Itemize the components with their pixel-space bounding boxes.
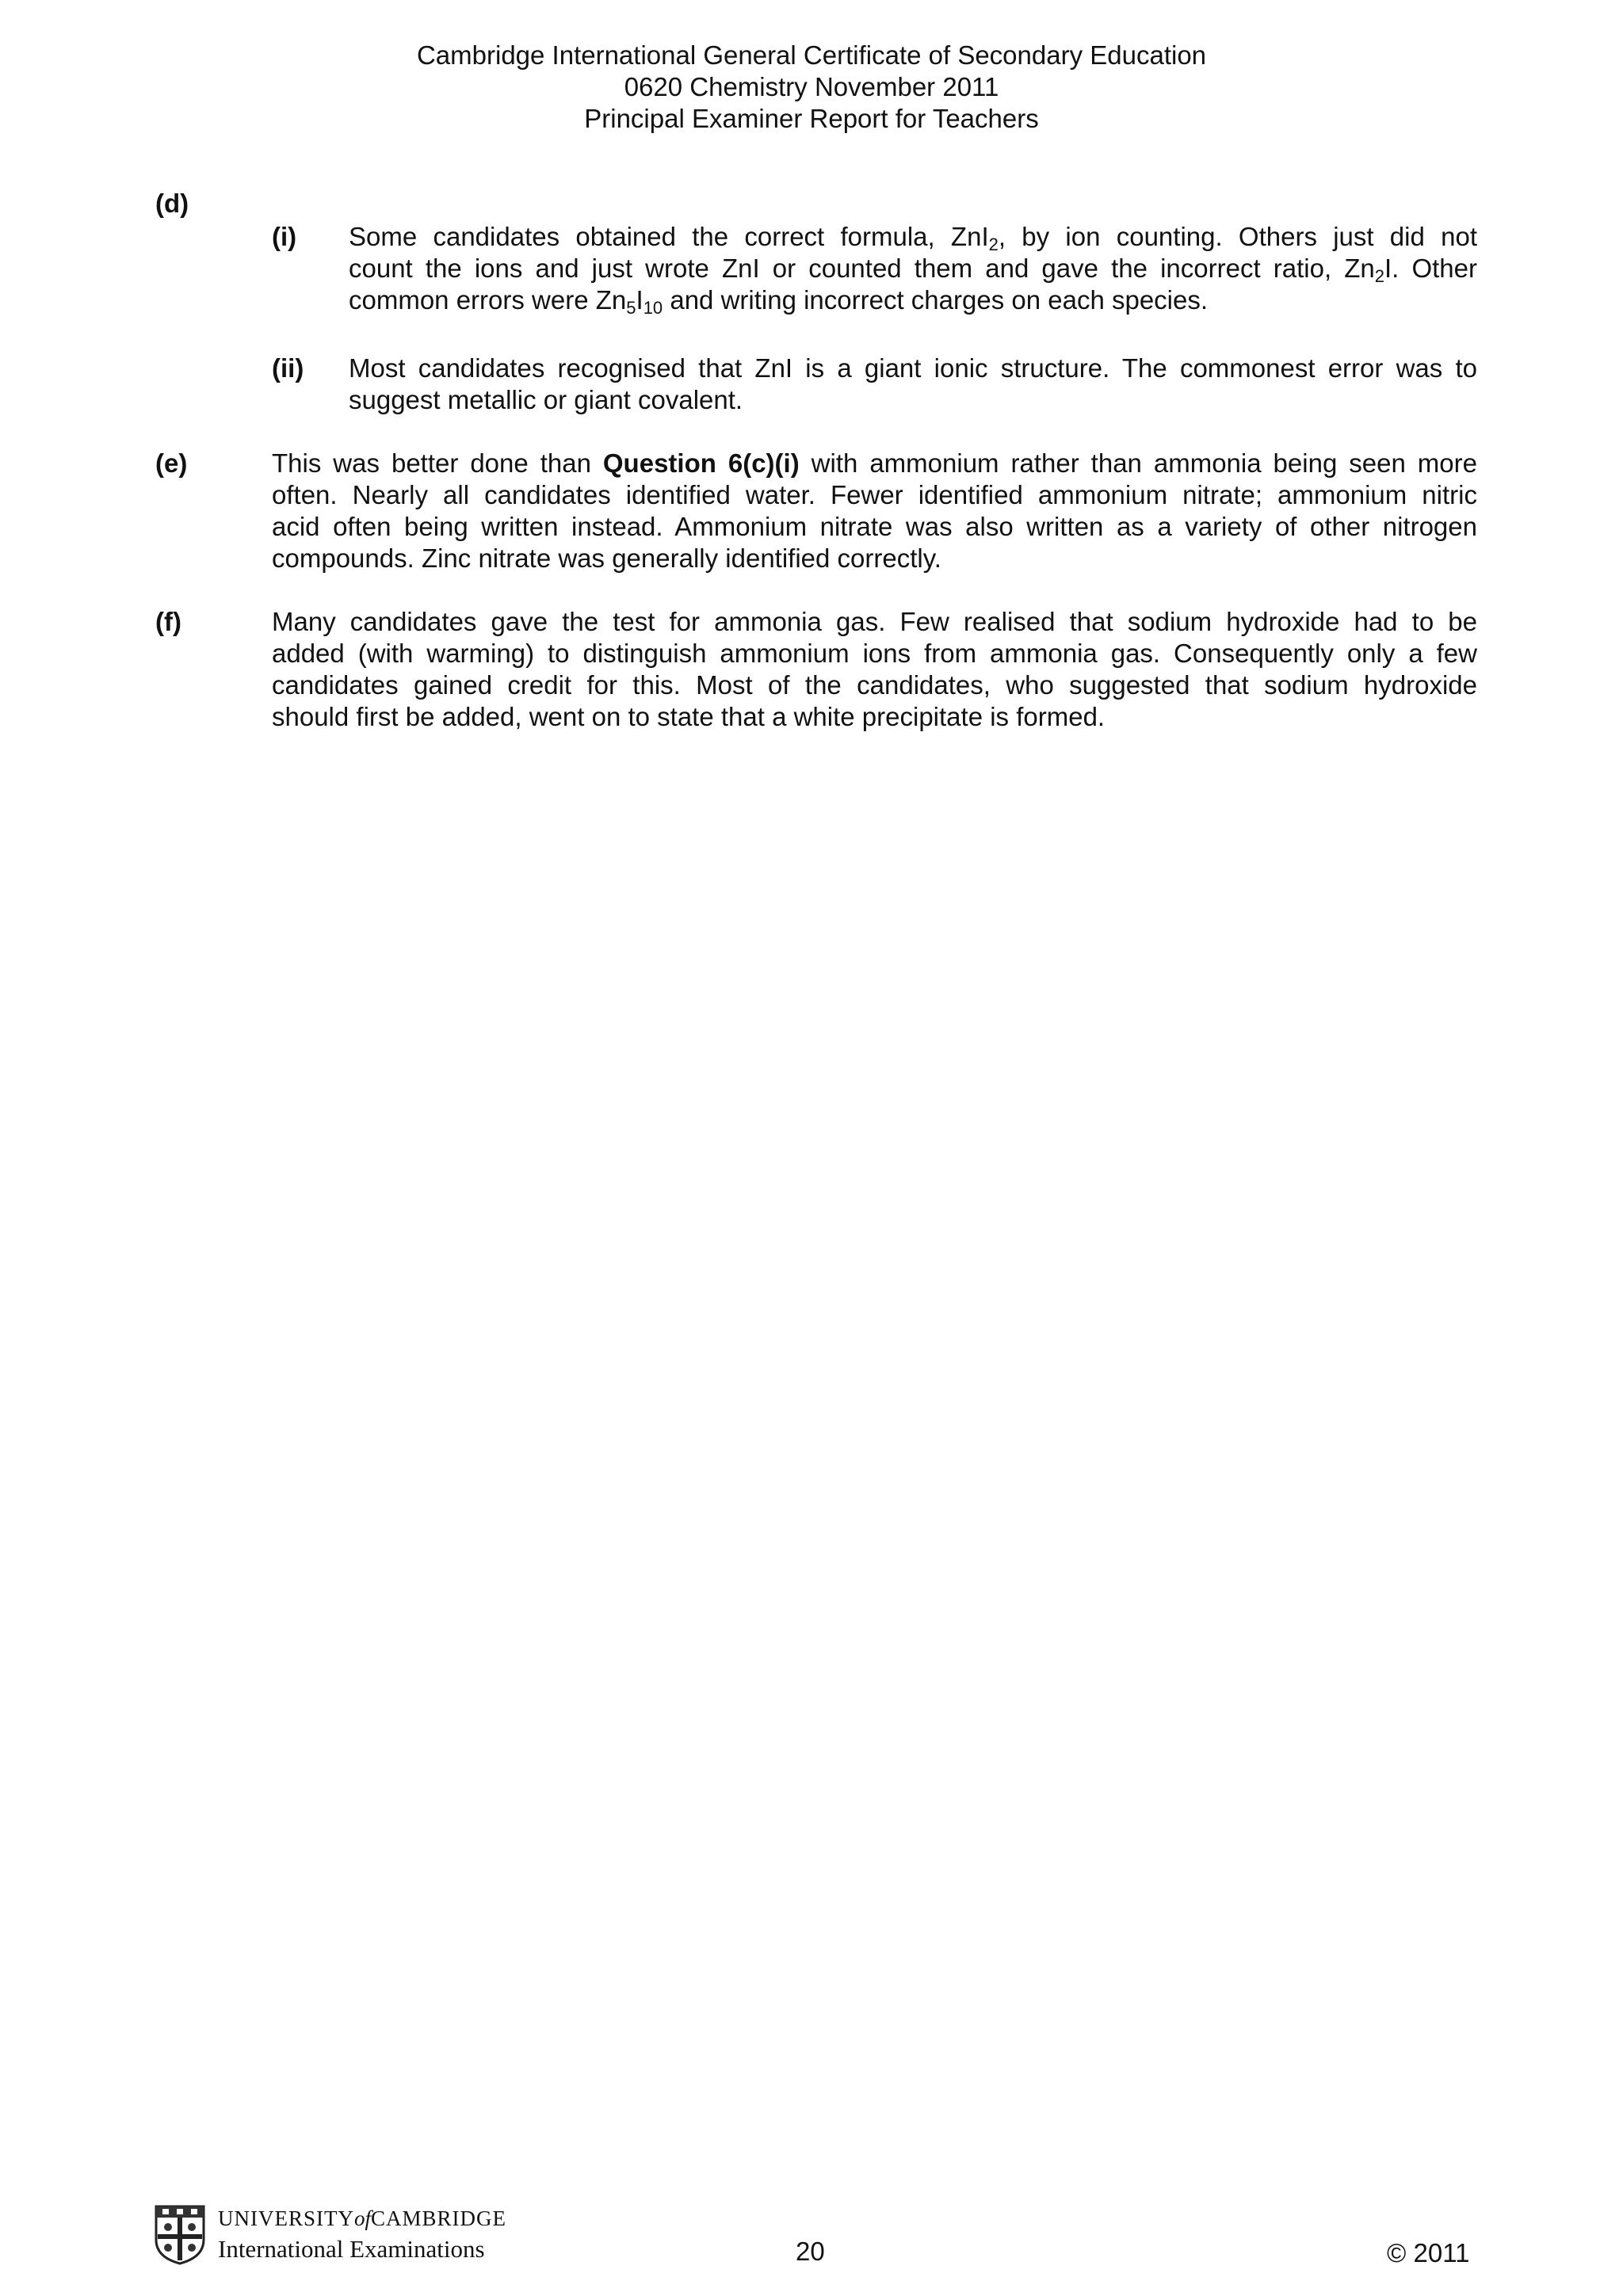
paragraph-d-ii-line-1: Most candidates recognised that ZnI is a giant ionic structure. The commonest error was to <box>349 353 1477 383</box>
cambridge-crest-icon <box>155 2205 205 2265</box>
subsection-label-d-ii: (ii) <box>272 353 304 383</box>
paragraph-e-line-1: This was better done than Question 6(c)(i) with ammonium rather than ammonia being seen more <box>272 448 1477 478</box>
paragraph-e <box>272 448 1477 574</box>
header-line-2: 0620 Chemistry November 2011 <box>624 72 999 101</box>
paragraph-d-i-line-3: common errors were $Zn_5I_{10}$ and writing incorrect charges on each species. <box>349 285 1209 318</box>
subsection-label-d-i: (i) <box>272 222 297 251</box>
paragraph-f-line-4: should first be added, went on to state that a white precipitate is formed. <box>272 702 1106 731</box>
paragraph-f <box>272 606 1477 733</box>
header-line-3: Principal Examiner Report for Teachers <box>584 104 1039 133</box>
paragraph-e-line-2: often. Nearly all candidates identified water. Fewer identified ammonium nitrate; ammonium nitric <box>272 480 1477 509</box>
paragraph-e-line-4: compounds. Zinc nitrate was generally identified correctly. <box>272 543 941 573</box>
logo-international-examinations: International Examinations <box>218 2235 485 2263</box>
section-label-d: (d) <box>155 189 189 218</box>
paragraph-d-i-line-1: Some candidates obtained the correct formula, ZnI$_2$, by ion counting. Others just did not <box>349 222 1477 254</box>
section-label-f: (f) <box>155 607 181 636</box>
copyright-notice: © 2011 <box>1387 2238 1470 2267</box>
paragraph-d-ii <box>349 353 1477 416</box>
paragraph-d-i <box>349 221 1477 316</box>
logo-university-of-cambridge: UNIVERSITYofCAMBRIDGE <box>218 2206 507 2230</box>
paragraph-f-line-3: candidates gained credit for this. Most of the candidates, who suggested that sodium hydroxide <box>272 670 1477 700</box>
section-label-e: (e) <box>155 448 188 478</box>
university-logo <box>155 2205 535 2268</box>
paragraph-d-i-line-2: count the ions and just wrote ZnI or counted them and gave the incorrect ratio, $Zn_2I$. Other <box>349 254 1478 286</box>
paragraph-d-ii-line-2: suggest metallic or giant covalent. <box>349 385 743 414</box>
paragraph-e-line-3: acid often being written instead. Ammonium nitrate was also written as a variety of other nitrogen <box>272 512 1477 541</box>
header-line-1: Cambridge International General Certificate of Secondary Education <box>416 40 1207 70</box>
paragraph-f-line-1: Many candidates gave the test for ammonia gas. Few realised that sodium hydroxide had to be <box>272 607 1477 636</box>
paragraph-f-line-2: added (with warming) to distinguish ammonium ions from ammonia gas. Consequently only a few <box>272 639 1477 668</box>
page-header <box>0 40 1623 135</box>
page-number: 20 <box>796 2237 825 2266</box>
